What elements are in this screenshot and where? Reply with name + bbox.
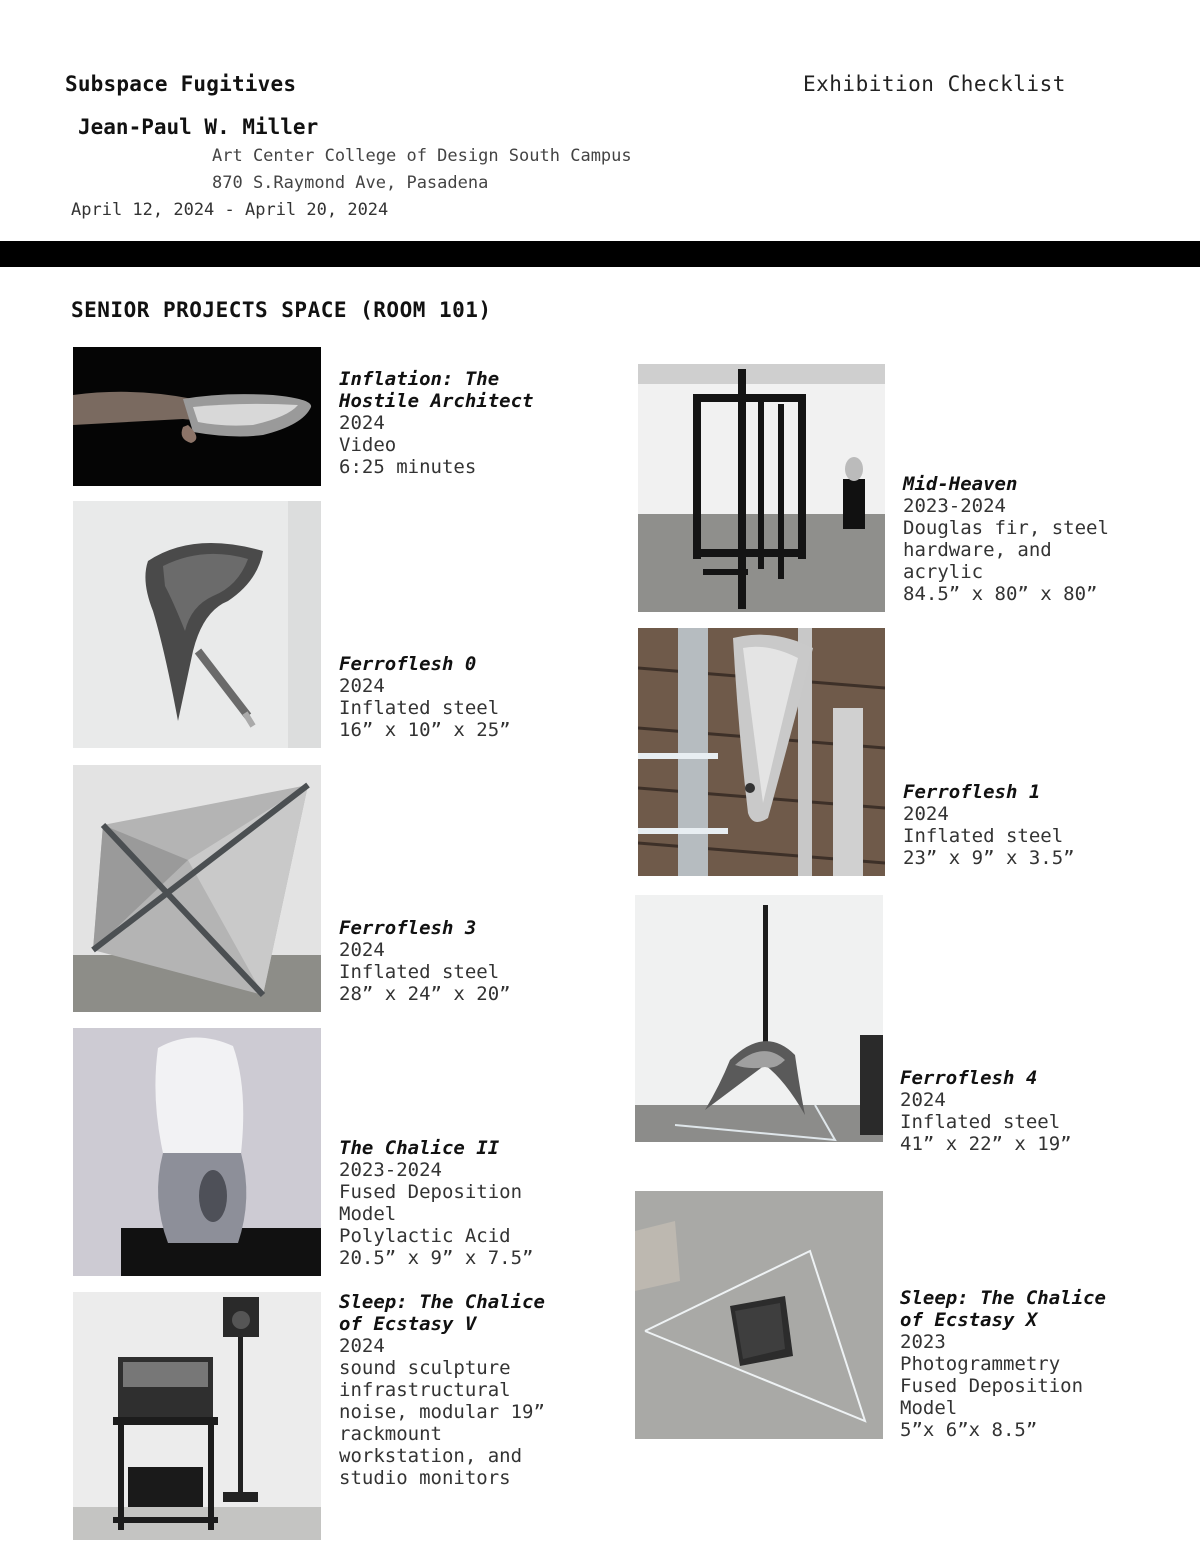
work-photo-sleep-chalice-x: [635, 1191, 883, 1439]
work-photo-chalice-ii: [73, 1028, 321, 1276]
work-title: Mid-Heaven: [903, 473, 1018, 495]
work-title: Ferroflesh 1: [903, 781, 1041, 803]
work-caption-mid-heaven: Mid-Heaven 2023-2024 Douglas fir, steel hardware, and acrylic 84.5” x 80” x 80”: [903, 473, 1109, 605]
work-caption-inflation: Inflation: The Hostile Architect 2024 Video 6:25 minutes: [339, 368, 534, 478]
document-type: Exhibition Checklist: [803, 72, 1066, 96]
work-title: Sleep: The Chalice of Ecstasy V: [339, 1291, 545, 1335]
work-photo-inflation: [73, 347, 321, 486]
work-title: Ferroflesh 4: [900, 1067, 1038, 1089]
work-photo-mid-heaven: [638, 364, 885, 612]
work-photo-ferroflesh-3: [73, 765, 321, 1012]
work-photo-ferroflesh-4: [635, 895, 883, 1142]
work-caption-sleep-chalice-x: Sleep: The Chalice of Ecstasy X 2023 Photogrammetry Fused Deposition Model 5”x 6”x 8.5”: [900, 1287, 1106, 1441]
work-caption-ferroflesh-0: Ferroflesh 0 2024 Inflated steel 16” x 10” x 25”: [339, 653, 511, 741]
room-title: SENIOR PROJECTS SPACE (ROOM 101): [71, 298, 492, 322]
artist-name: Jean-Paul W. Miller: [78, 115, 319, 139]
work-caption-ferroflesh-3: Ferroflesh 3 2024 Inflated steel 28” x 24” x 20”: [339, 917, 511, 1005]
work-title: Inflation: The Hostile Architect: [339, 368, 534, 412]
work-caption-ferroflesh-1: Ferroflesh 1 2024 Inflated steel 23” x 9” x 3.5”: [903, 781, 1075, 869]
exhibition-dates: April 12, 2024 - April 20, 2024: [71, 200, 389, 220]
work-title: Sleep: The Chalice of Ecstasy X: [900, 1287, 1106, 1331]
work-title: Ferroflesh 3: [339, 917, 477, 939]
work-photo-ferroflesh-1: [638, 628, 885, 876]
work-photo-ferroflesh-0: [73, 501, 321, 748]
work-title: The Chalice II: [339, 1137, 500, 1159]
work-title: Ferroflesh 0: [339, 653, 477, 675]
work-caption-ferroflesh-4: Ferroflesh 4 2024 Inflated steel 41” x 22” x 19”: [900, 1067, 1072, 1155]
work-photo-sleep-chalice-v: [73, 1292, 321, 1540]
header-divider-bar: [0, 241, 1200, 267]
venue-name: Art Center College of Design South Campus: [212, 146, 632, 166]
exhibition-title: Subspace Fugitives: [65, 72, 297, 96]
work-caption-sleep-chalice-v: Sleep: The Chalice of Ecstasy V 2024 sound sculpture infrastructural noise, modular 19” rackmount workstation, and studio monitors: [339, 1291, 545, 1489]
work-caption-chalice-ii: The Chalice II 2023-2024 Fused Deposition Model Polylactic Acid 20.5” x 9” x 7.5”: [339, 1137, 534, 1269]
venue-address: 870 S.Raymond Ave, Pasadena: [212, 173, 489, 193]
